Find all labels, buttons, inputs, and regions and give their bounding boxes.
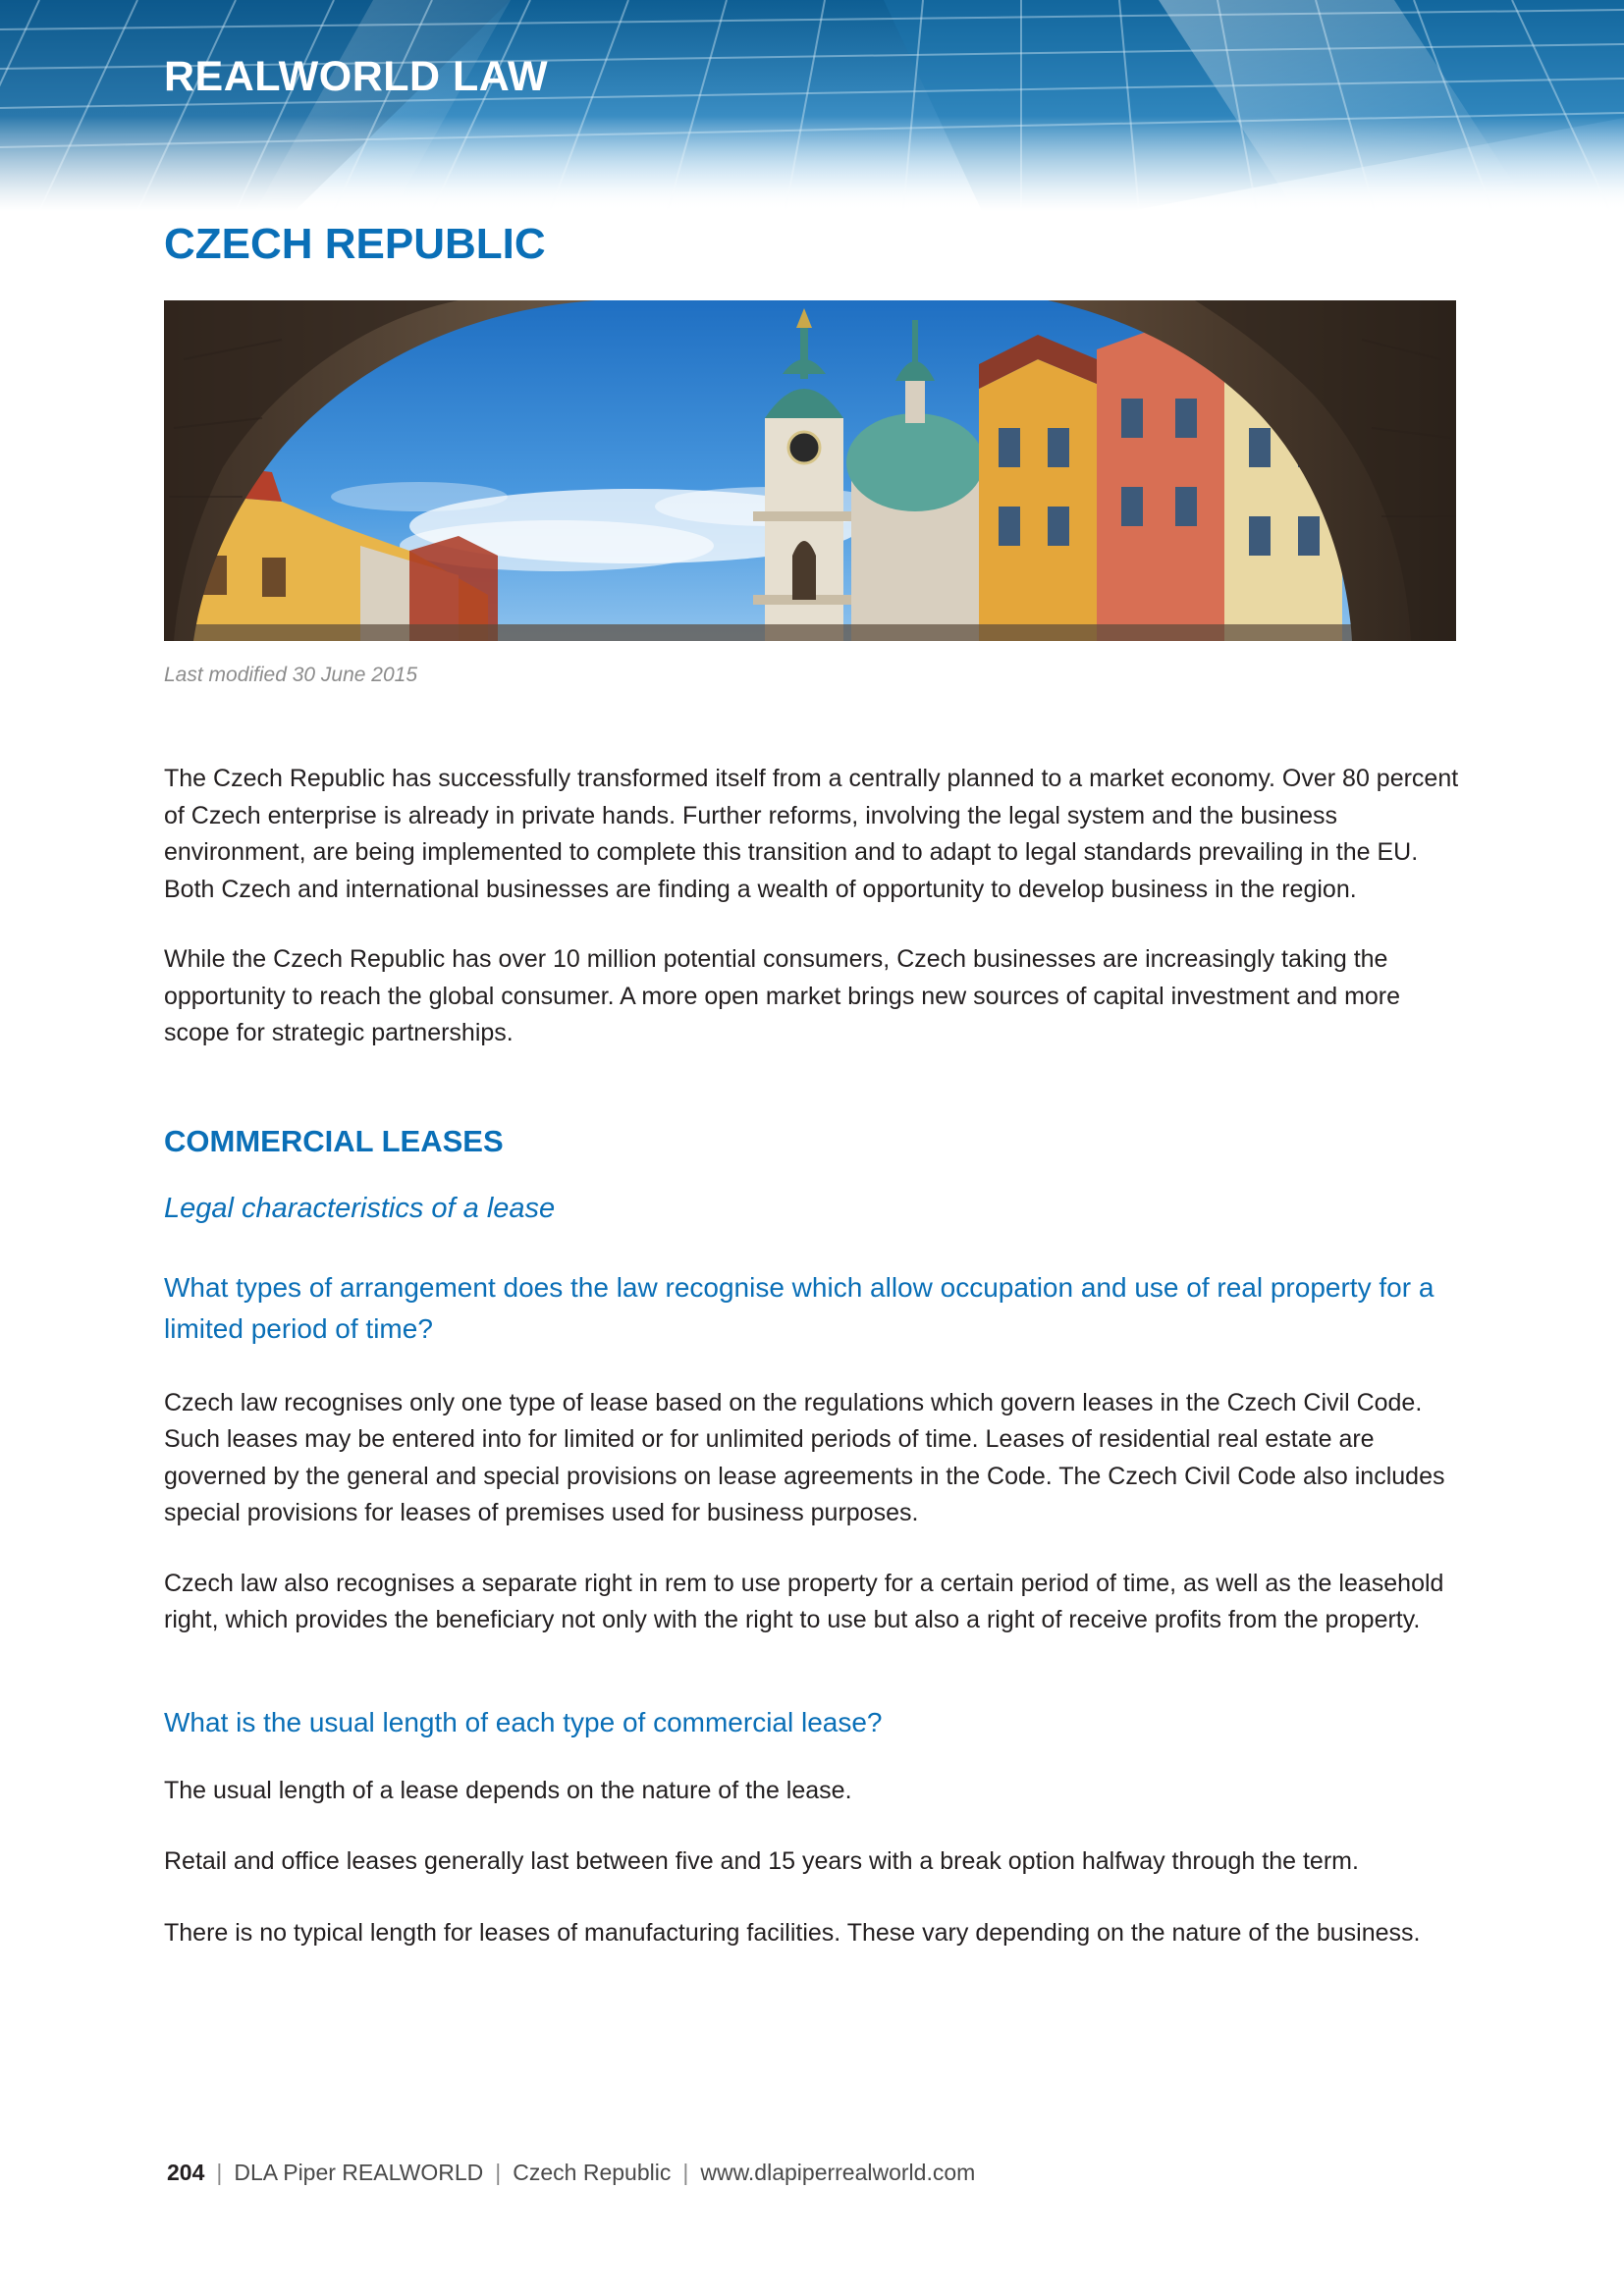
answer-paragraph: There is no typical length for leases of manufacturing facilities. These vary depending on the nature of the business. — [164, 1918, 1421, 1947]
question-heading: What types of arrangement does the law recognise which allow occupation and use of real property for a limited period of time? — [164, 1271, 1435, 1344]
answer-paragraph: Retail and office leases generally last between five and 15 years with a break option halfway through the term. — [164, 1847, 1359, 1875]
footer-separator: | — [682, 2160, 689, 2185]
answer-paragraph: Czech law also recognises a separate right in rem to use property for a certain period of time, as well as the leasehold right, which provides the beneficiary not only with the right to use but also a right of receive profits from the property. — [164, 1569, 1444, 1633]
answer-paragraph: Czech law recognises only one type of lease based on the regulations which govern leases in the Czech Civil Code. Such leases may be entered into for limited or for unlimited periods of time. Leases of residential real estate are governed by the general and special provisions on lease agreements in the Code. The Czech Civil Code also includes special provisions for leases of premises used for business purposes. — [164, 1388, 1445, 1526]
subsection-heading: Legal characteristics of a lease — [164, 1192, 556, 1224]
page-number: 204 — [167, 2160, 205, 2185]
footer-separator: | — [495, 2160, 502, 2185]
publication-title: REALWORLD LAW — [164, 53, 549, 100]
intro-paragraph: While the Czech Republic has over 10 million potential consumers, Czech businesses are increasingly taking the opportunity to reach the global consumer. A more open market brings new sources of capital investment and more scope for strategic partnerships. — [164, 945, 1401, 1046]
footer-website-link[interactable]: www.dlapiperrealworld.com — [700, 2160, 976, 2185]
page-title: CZECH REPUBLIC — [164, 220, 546, 268]
question-heading: What is the usual length of each type of commercial lease? — [164, 1706, 883, 1737]
prague-street-photo — [164, 300, 1456, 641]
glass-building-image — [0, 0, 1624, 211]
footer-country: Czech Republic — [513, 2160, 672, 2185]
last-modified-date: Last modified 30 June 2015 — [164, 664, 418, 686]
page-footer — [167, 2160, 975, 2186]
hero-image — [164, 300, 1456, 641]
section-heading: COMMERCIAL LEASES — [164, 1123, 504, 1158]
footer-separator: | — [216, 2160, 223, 2185]
article-body — [164, 761, 1470, 1951]
answer-paragraph: The usual length of a lease depends on the nature of the lease. — [164, 1776, 852, 1804]
intro-paragraph: The Czech Republic has successfully transformed itself from a centrally planned to a market economy. Over 80 percent of Czech enterprise is already in private hands. Further reforms, involving the legal system and the business environment, are being implemented to complete this transition and to adapt to legal standards prevailing in the EU. Both Czech and international businesses are finding a wealth of opportunity to develop business in the region. — [164, 765, 1459, 903]
footer-publication: DLA Piper REALWORLD — [234, 2160, 484, 2185]
header-banner — [0, 0, 1624, 211]
